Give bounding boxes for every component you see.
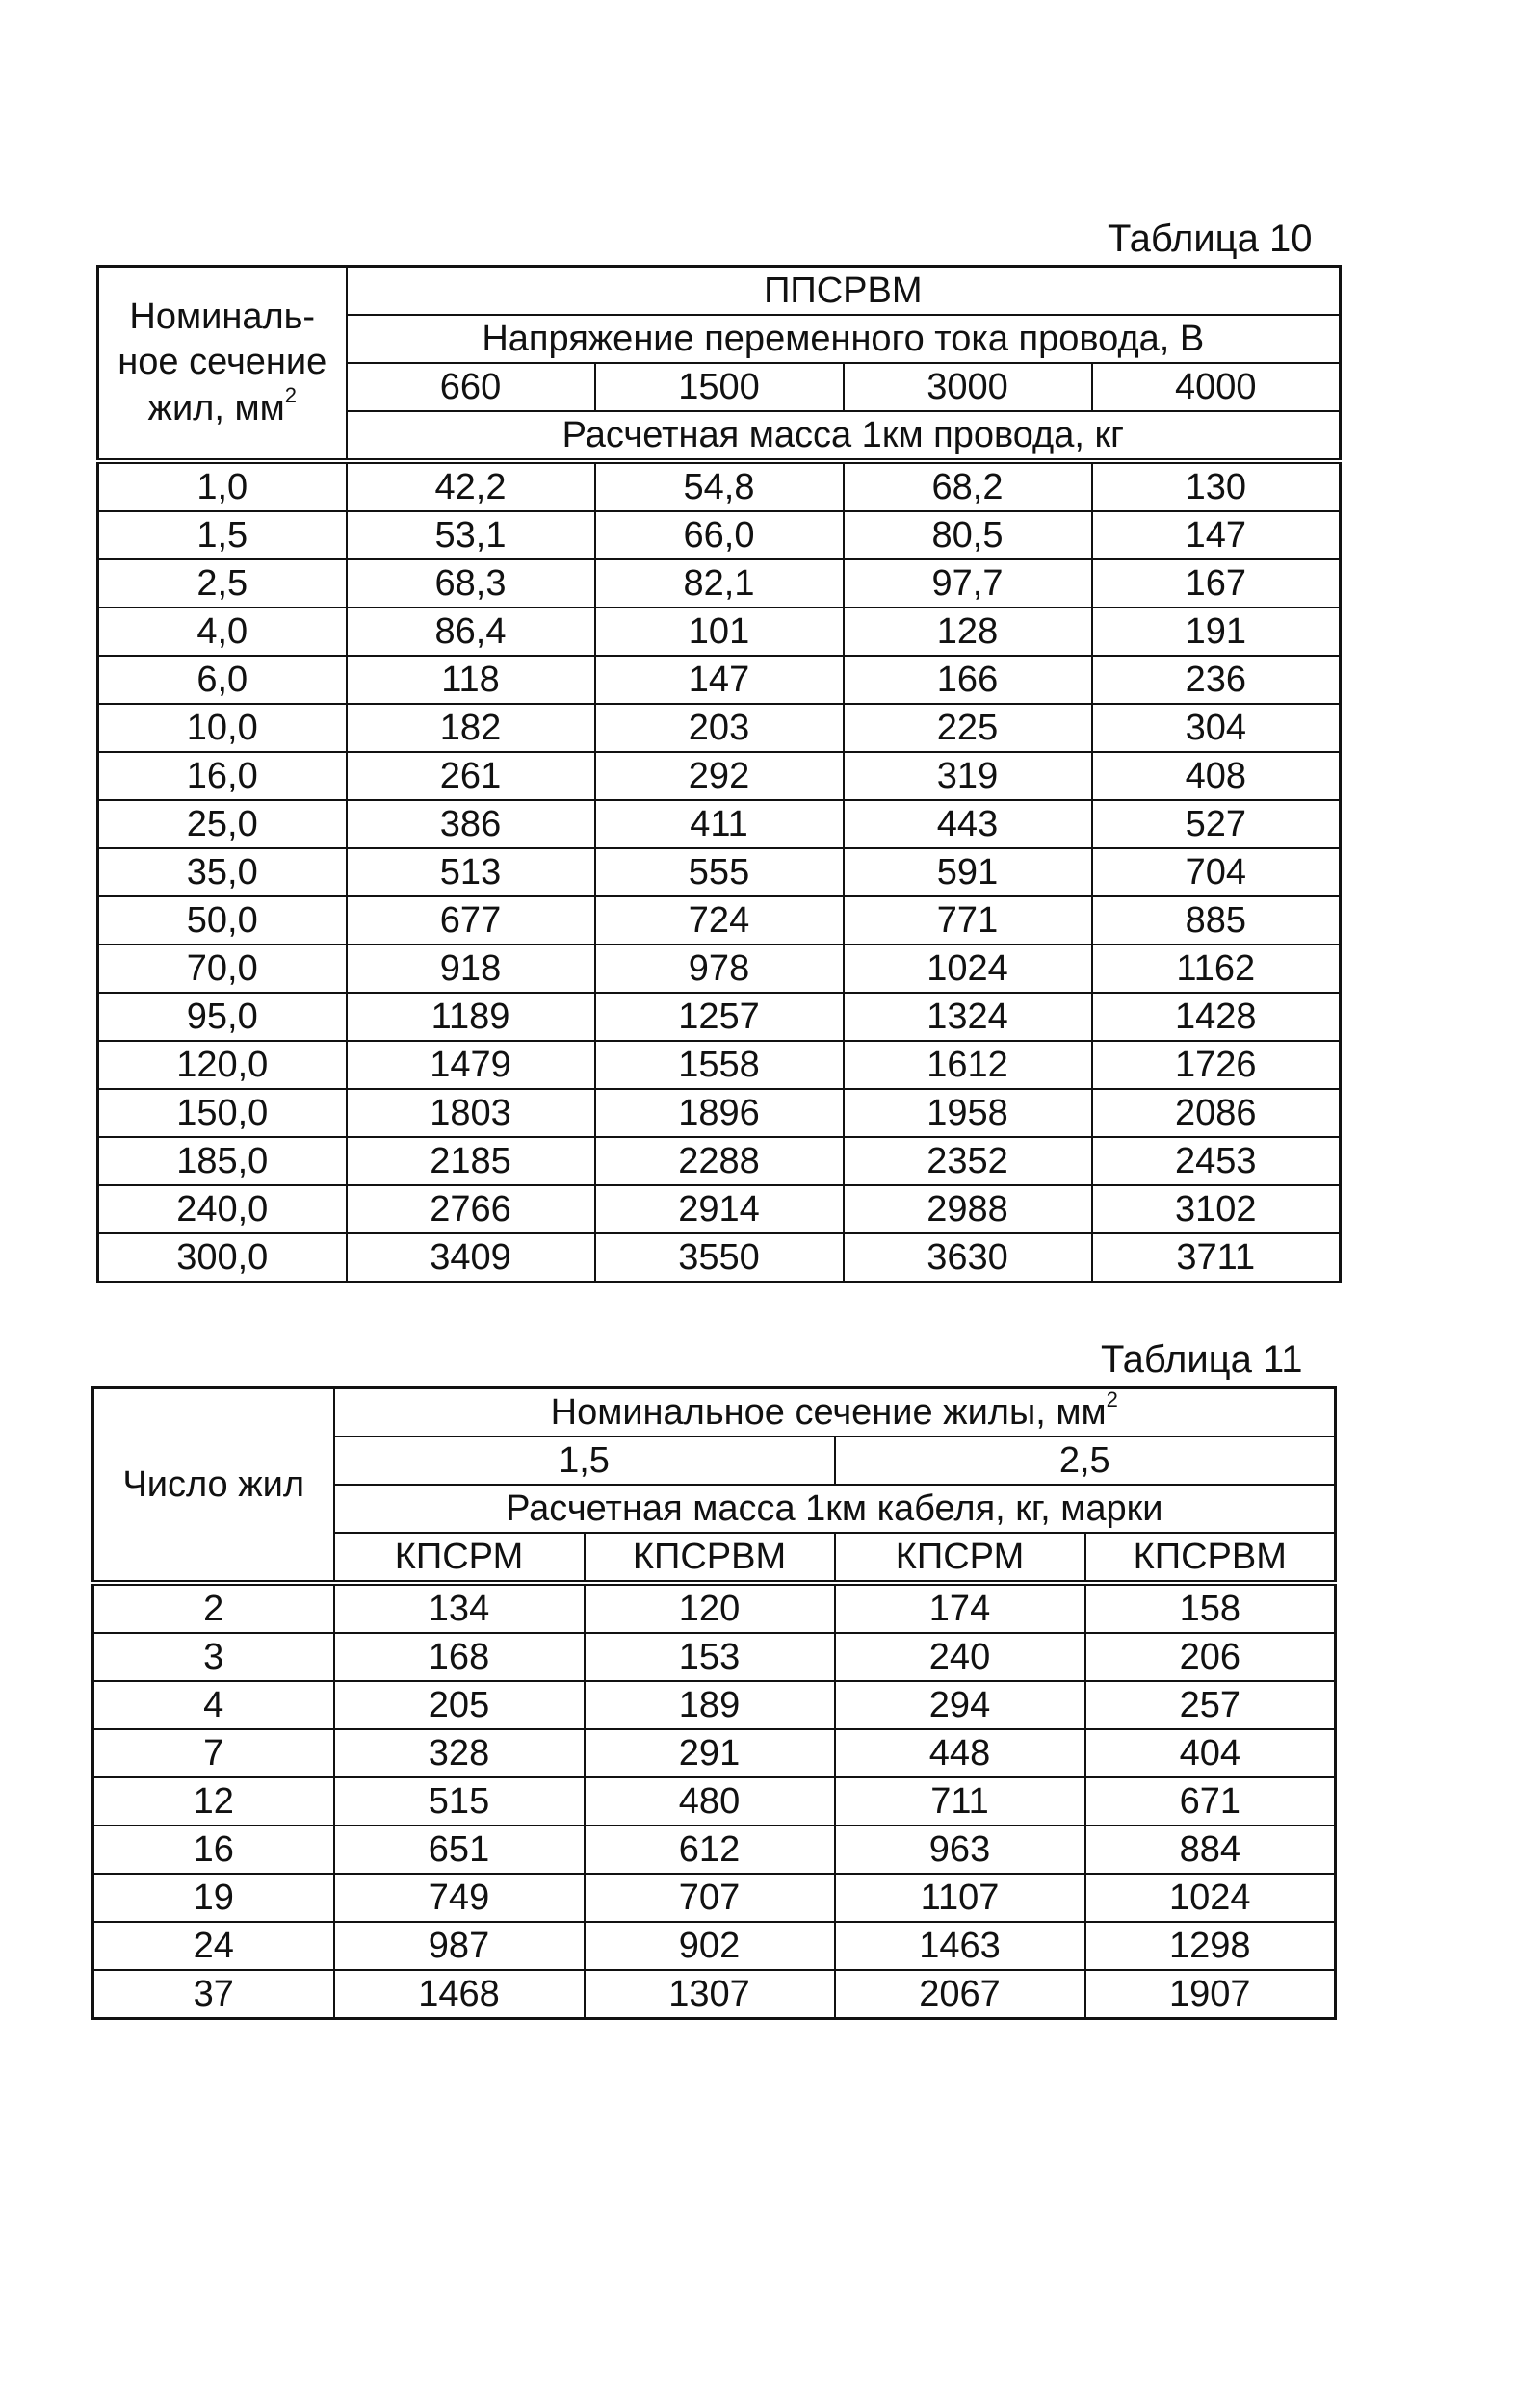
value-cell: 3550: [595, 1233, 844, 1282]
row-label-cell: 6,0: [98, 656, 347, 704]
value-cell: 902: [585, 1922, 835, 1970]
row-label-cell: 35,0: [98, 848, 347, 896]
value-cell: 724: [595, 896, 844, 945]
table-11-body: [93, 1388, 1336, 1584]
value-cell: 1162: [1092, 945, 1341, 993]
value-cell: 3102: [1092, 1185, 1341, 1233]
row-label-cell: 24: [93, 1922, 334, 1970]
value-cell: 918: [347, 945, 595, 993]
value-cell: 443: [844, 800, 1092, 848]
value-cell: 1479: [347, 1041, 595, 1089]
table-10-caption: Таблица 10: [1108, 218, 1313, 260]
value-cell: 2766: [347, 1185, 595, 1233]
cross-section-header-sup: 2: [284, 383, 297, 408]
brand-kpsrvm-1: КПСРВМ: [585, 1533, 835, 1583]
row-label-cell: 1,5: [98, 511, 347, 559]
value-cell: 2185: [347, 1137, 595, 1185]
value-cell: 1257: [595, 993, 844, 1041]
table-row: [93, 1729, 1336, 1777]
value-cell: 707: [585, 1874, 835, 1922]
table-row: [98, 1137, 1341, 1185]
value-cell: 294: [835, 1681, 1085, 1729]
value-cell: 291: [585, 1729, 835, 1777]
value-cell: 225: [844, 704, 1092, 752]
value-cell: 118: [347, 656, 595, 704]
value-cell: 884: [1085, 1825, 1336, 1874]
value-cell: 1189: [347, 993, 595, 1041]
value-cell: 1468: [334, 1970, 585, 2019]
section-header-sup: 2: [1106, 1387, 1118, 1412]
row-label-cell: 3: [93, 1633, 334, 1681]
voltage-3000: 3000: [844, 363, 1092, 411]
table-row: [93, 1825, 1336, 1874]
value-cell: 261: [347, 752, 595, 800]
row-label-cell: 240,0: [98, 1185, 347, 1233]
value-cell: 68,2: [844, 461, 1092, 511]
value-cell: 205: [334, 1681, 585, 1729]
value-cell: 448: [835, 1729, 1085, 1777]
value-cell: 1726: [1092, 1041, 1341, 1089]
value-cell: 1896: [595, 1089, 844, 1137]
value-cell: 128: [844, 608, 1092, 656]
cross-section-header-line2: ное сечение: [117, 342, 327, 383]
value-cell: 704: [1092, 848, 1341, 896]
row-label-cell: 300,0: [98, 1233, 347, 1282]
value-cell: 203: [595, 704, 844, 752]
value-cell: 3409: [347, 1233, 595, 1282]
value-cell: 771: [844, 896, 1092, 945]
value-cell: 386: [347, 800, 595, 848]
product-header: ППСРВМ: [347, 267, 1341, 316]
table-row: [98, 656, 1341, 704]
core-count-header: Число жил: [93, 1388, 334, 1584]
wire-mass-header: Расчетная масса 1км провода, кг: [347, 411, 1341, 461]
value-cell: 328: [334, 1729, 585, 1777]
table-row: [98, 1185, 1341, 1233]
table-row: [98, 704, 1341, 752]
value-cell: 167: [1092, 559, 1341, 608]
voltage-660: 660: [347, 363, 595, 411]
value-cell: 304: [1092, 704, 1341, 752]
value-cell: 191: [1092, 608, 1341, 656]
value-cell: 174: [835, 1583, 1085, 1633]
table-row: [98, 511, 1341, 559]
value-cell: 1298: [1085, 1922, 1336, 1970]
value-cell: 292: [595, 752, 844, 800]
value-cell: 963: [835, 1825, 1085, 1874]
table-row: [93, 1633, 1336, 1681]
value-cell: 82,1: [595, 559, 844, 608]
cross-section-header: [98, 267, 347, 462]
value-cell: 101: [595, 608, 844, 656]
table-row: [93, 1922, 1336, 1970]
row-label-cell: 1,0: [98, 461, 347, 511]
table-10-rows: [98, 461, 1341, 1282]
value-cell: 987: [334, 1922, 585, 1970]
table-row: [98, 1041, 1341, 1089]
value-cell: 3711: [1092, 1233, 1341, 1282]
cable-mass-header: Расчетная масса 1км кабеля, кг, марки: [334, 1485, 1336, 1533]
value-cell: 130: [1092, 461, 1341, 511]
row-label-cell: 10,0: [98, 704, 347, 752]
row-label-cell: 150,0: [98, 1089, 347, 1137]
value-cell: 480: [585, 1777, 835, 1825]
value-cell: 68,3: [347, 559, 595, 608]
table-row: [93, 1777, 1336, 1825]
value-cell: 411: [595, 800, 844, 848]
value-cell: 182: [347, 704, 595, 752]
value-cell: 206: [1085, 1633, 1336, 1681]
row-label-cell: 12: [93, 1777, 334, 1825]
value-cell: 555: [595, 848, 844, 896]
row-label-cell: 70,0: [98, 945, 347, 993]
table-row: [98, 1233, 1341, 1282]
value-cell: 2352: [844, 1137, 1092, 1185]
section-1-5: 1,5: [334, 1437, 835, 1485]
value-cell: 153: [585, 1633, 835, 1681]
brand-kpsrvm-2: КПСРВМ: [1085, 1533, 1336, 1583]
row-label-cell: 16,0: [98, 752, 347, 800]
table-10-body: [98, 267, 1341, 462]
value-cell: 189: [585, 1681, 835, 1729]
value-cell: 1612: [844, 1041, 1092, 1089]
section-header-text: Номинальное сечение жилы, мм: [550, 1392, 1107, 1433]
value-cell: 513: [347, 848, 595, 896]
table-11-caption: Таблица 11: [1101, 1338, 1303, 1381]
value-cell: 3630: [844, 1233, 1092, 1282]
value-cell: 2453: [1092, 1137, 1341, 1185]
value-cell: 2988: [844, 1185, 1092, 1233]
row-label-cell: 50,0: [98, 896, 347, 945]
value-cell: 1803: [347, 1089, 595, 1137]
voltage-1500: 1500: [595, 363, 844, 411]
row-label-cell: 95,0: [98, 993, 347, 1041]
table-row: [98, 461, 1341, 511]
row-label-cell: 4: [93, 1681, 334, 1729]
value-cell: 1307: [585, 1970, 835, 2019]
value-cell: 53,1: [347, 511, 595, 559]
table-row: [98, 993, 1341, 1041]
row-label-cell: 4,0: [98, 608, 347, 656]
value-cell: 158: [1085, 1583, 1336, 1633]
table-11-rows: [93, 1583, 1336, 2019]
table-row: [93, 1874, 1336, 1922]
row-label-cell: 16: [93, 1825, 334, 1874]
value-cell: 168: [334, 1633, 585, 1681]
value-cell: 677: [347, 896, 595, 945]
table-row: [98, 896, 1341, 945]
cross-section-header-line3: жил, мм: [147, 387, 285, 428]
value-cell: 1463: [835, 1922, 1085, 1970]
value-cell: 2914: [595, 1185, 844, 1233]
value-cell: 711: [835, 1777, 1085, 1825]
value-cell: 2086: [1092, 1089, 1341, 1137]
table-row: [98, 752, 1341, 800]
value-cell: 1024: [1085, 1874, 1336, 1922]
value-cell: 147: [1092, 511, 1341, 559]
value-cell: 1907: [1085, 1970, 1336, 2019]
section-2-5: 2,5: [835, 1437, 1336, 1485]
value-cell: 319: [844, 752, 1092, 800]
value-cell: 120: [585, 1583, 835, 1633]
table-11: [91, 1386, 1337, 2020]
value-cell: 257: [1085, 1681, 1336, 1729]
brand-kpsrm-2: КПСРМ: [835, 1533, 1085, 1583]
table-row: [93, 1681, 1336, 1729]
value-cell: 612: [585, 1825, 835, 1874]
table-row: [98, 945, 1341, 993]
value-cell: 166: [844, 656, 1092, 704]
brand-kpsrm-1: КПСРМ: [334, 1533, 585, 1583]
row-label-cell: 19: [93, 1874, 334, 1922]
voltage-4000: 4000: [1092, 363, 1341, 411]
value-cell: 885: [1092, 896, 1341, 945]
value-cell: 134: [334, 1583, 585, 1633]
table-10: [96, 265, 1342, 1283]
table-row: [98, 608, 1341, 656]
value-cell: 80,5: [844, 511, 1092, 559]
value-cell: 66,0: [595, 511, 844, 559]
value-cell: 591: [844, 848, 1092, 896]
value-cell: 54,8: [595, 461, 844, 511]
value-cell: 651: [334, 1825, 585, 1874]
value-cell: 1024: [844, 945, 1092, 993]
value-cell: 1958: [844, 1089, 1092, 1137]
section-header: [334, 1388, 1336, 1437]
value-cell: 404: [1085, 1729, 1336, 1777]
value-cell: 1107: [835, 1874, 1085, 1922]
row-label-cell: 120,0: [98, 1041, 347, 1089]
table-row: [93, 1970, 1336, 2019]
value-cell: 1558: [595, 1041, 844, 1089]
row-label-cell: 185,0: [98, 1137, 347, 1185]
value-cell: 1324: [844, 993, 1092, 1041]
value-cell: 147: [595, 656, 844, 704]
table-row: [98, 559, 1341, 608]
row-label-cell: 37: [93, 1970, 334, 2019]
value-cell: 97,7: [844, 559, 1092, 608]
value-cell: 408: [1092, 752, 1341, 800]
value-cell: 1428: [1092, 993, 1341, 1041]
value-cell: 527: [1092, 800, 1341, 848]
table-row: [93, 1583, 1336, 1633]
value-cell: 42,2: [347, 461, 595, 511]
value-cell: 2288: [595, 1137, 844, 1185]
row-label-cell: 7: [93, 1729, 334, 1777]
value-cell: 749: [334, 1874, 585, 1922]
row-label-cell: 25,0: [98, 800, 347, 848]
cross-section-header-line1: Номиналь-: [129, 296, 316, 337]
value-cell: 86,4: [347, 608, 595, 656]
value-cell: 2067: [835, 1970, 1085, 2019]
value-cell: 671: [1085, 1777, 1336, 1825]
voltage-header: Напряжение переменного тока провода, В: [347, 315, 1341, 363]
table-row: [98, 800, 1341, 848]
value-cell: 240: [835, 1633, 1085, 1681]
value-cell: 978: [595, 945, 844, 993]
row-label-cell: 2: [93, 1583, 334, 1633]
table-row: [98, 1089, 1341, 1137]
value-cell: 236: [1092, 656, 1341, 704]
table-row: [98, 848, 1341, 896]
row-label-cell: 2,5: [98, 559, 347, 608]
value-cell: 515: [334, 1777, 585, 1825]
